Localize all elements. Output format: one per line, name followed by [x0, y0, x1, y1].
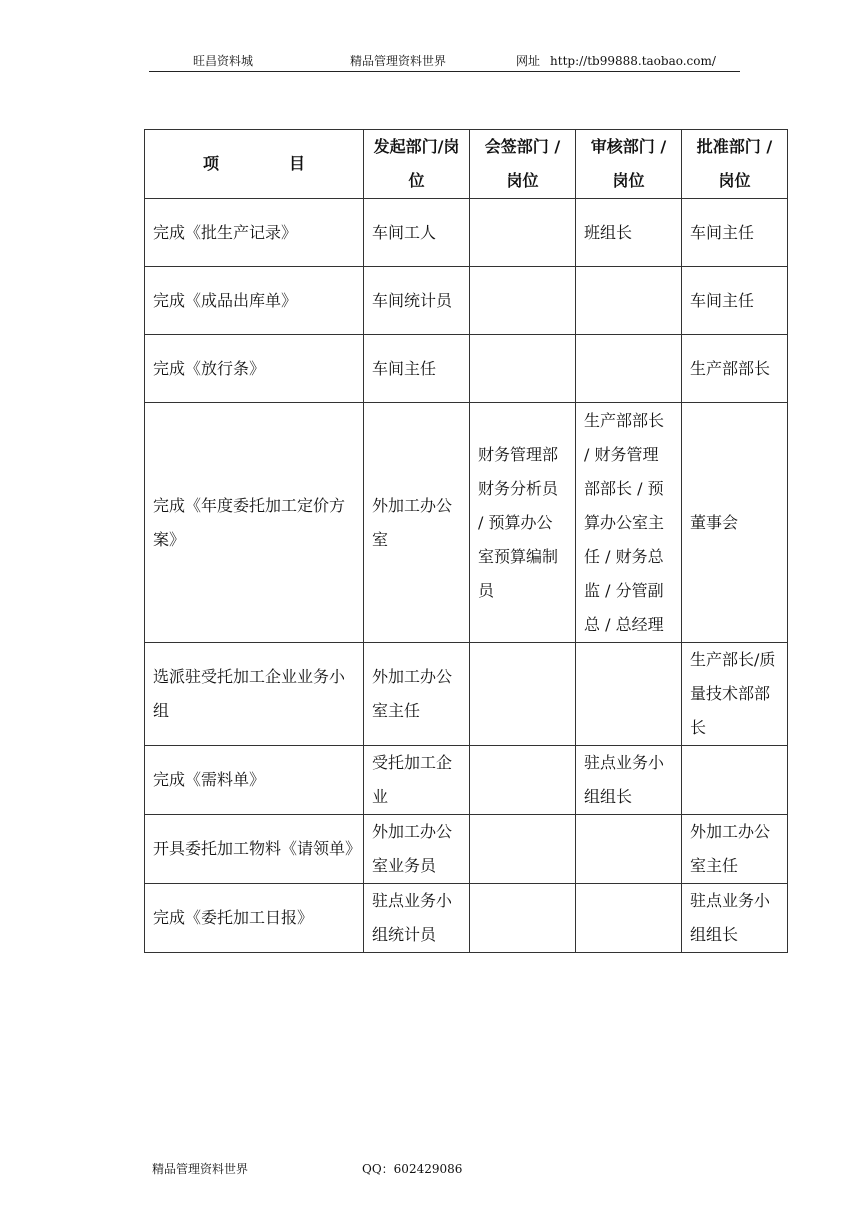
table-row	[145, 815, 788, 884]
cell-item: 完成《成品出库单》	[145, 267, 364, 335]
cell-approve: 董事会	[682, 403, 788, 643]
cell-countersign	[470, 815, 576, 884]
cell-review	[576, 643, 682, 746]
header-url-label: 网址	[516, 54, 541, 68]
footer-qq: QQ：602429086	[362, 1162, 463, 1176]
cell-initiate: 驻点业务小组统计员	[364, 884, 470, 953]
header-url-link[interactable]: http://tb99888.taobao.com/	[550, 54, 716, 68]
cell-review: 生产部部长 / 财务管理部部长 / 预算办公室主任 / 财务总监 / 分管副总 / 总经理	[576, 403, 682, 643]
cell-countersign	[470, 643, 576, 746]
cell-countersign	[470, 746, 576, 815]
table-row	[145, 884, 788, 953]
header-shop-name: 旺昌资料城	[193, 54, 254, 68]
cell-review: 驻点业务小组组长	[576, 746, 682, 815]
cell-item: 完成《批生产记录》	[145, 199, 364, 267]
cell-countersign	[470, 335, 576, 403]
column-header-countersign: 会签部门 / 岗位	[470, 130, 576, 199]
cell-countersign	[470, 884, 576, 953]
cell-approve: 生产部长/质量技术部部长	[682, 643, 788, 746]
cell-approve: 生产部部长	[682, 335, 788, 403]
cell-approve: 车间主任	[682, 199, 788, 267]
cell-approve: 外加工办公室主任	[682, 815, 788, 884]
header-slogan: 精品管理资料世界	[350, 54, 447, 68]
cell-review	[576, 815, 682, 884]
column-header-item: 项 目	[145, 130, 364, 199]
table-row	[145, 643, 788, 746]
cell-countersign: 财务管理部财务分析员 / 预算办公室预算编制员	[470, 403, 576, 643]
cell-item: 完成《放行条》	[145, 335, 364, 403]
cell-item: 完成《委托加工日报》	[145, 884, 364, 953]
column-header-review: 审核部门 / 岗位	[576, 130, 682, 199]
table-row	[145, 403, 788, 643]
cell-item: 完成《年度委托加工定价方案》	[145, 403, 364, 643]
cell-approve	[682, 746, 788, 815]
column-header-approve: 批准部门 / 岗位	[682, 130, 788, 199]
cell-item: 完成《需料单》	[145, 746, 364, 815]
cell-initiate: 外加工办公室	[364, 403, 470, 643]
column-header-initiate: 发起部门/岗位	[364, 130, 470, 199]
cell-review	[576, 335, 682, 403]
cell-initiate: 外加工办公室业务员	[364, 815, 470, 884]
footer-slogan: 精品管理资料世界	[152, 1162, 249, 1176]
cell-approve: 车间主任	[682, 267, 788, 335]
header-url-group	[516, 52, 716, 69]
page-header	[0, 52, 868, 72]
table-row	[145, 267, 788, 335]
cell-initiate: 车间主任	[364, 335, 470, 403]
table-header-row	[145, 130, 788, 199]
table-row	[145, 746, 788, 815]
header-divider	[149, 71, 740, 72]
cell-countersign	[470, 199, 576, 267]
cell-countersign	[470, 267, 576, 335]
cell-approve: 驻点业务小组组长	[682, 884, 788, 953]
table-row	[145, 199, 788, 267]
cell-review	[576, 884, 682, 953]
cell-initiate: 车间工人	[364, 199, 470, 267]
cell-item: 选派驻受托加工企业业务小组	[145, 643, 364, 746]
cell-review: 班组长	[576, 199, 682, 267]
approval-table	[144, 129, 788, 953]
cell-item: 开具委托加工物料《请领单》	[145, 815, 364, 884]
cell-review	[576, 267, 682, 335]
cell-initiate: 车间统计员	[364, 267, 470, 335]
table-row	[145, 335, 788, 403]
cell-initiate: 外加工办公室主任	[364, 643, 470, 746]
cell-initiate: 受托加工企业	[364, 746, 470, 815]
